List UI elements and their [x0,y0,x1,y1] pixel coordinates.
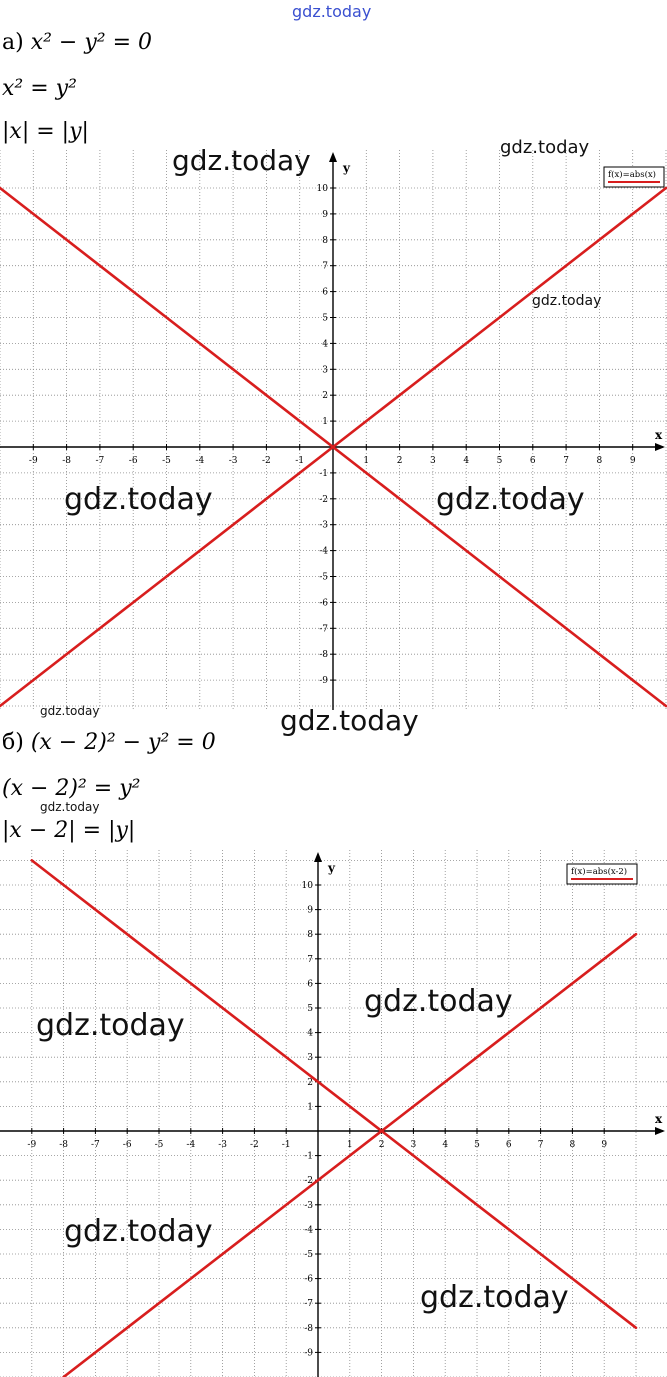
y-tick-label: 4 [322,339,328,350]
x-tick-label: 4 [463,456,470,466]
watermark: gdz.today [36,1008,185,1043]
y-tick-label: -1 [319,468,328,479]
x-tick-label: -7 [95,456,105,466]
part-b-eq1: (x − 2)² − y² = 0 [30,730,216,755]
x-tick-label: 6 [529,456,536,466]
part-a-equation-2 [2,76,77,101]
watermark: gdz.today [500,137,590,158]
y-tick-label: -2 [319,494,328,505]
y-axis-label: y [328,861,335,875]
y-tick-label: 1 [307,1102,313,1113]
y-tick-label: 5 [322,313,328,324]
x-tick-label: 9 [629,456,636,466]
x-axis-arrow [655,443,665,451]
part-b-equation-2 [2,776,140,801]
y-tick-label: -6 [319,598,328,609]
part-b-equation-1 [2,730,216,755]
part-b-eq3: |x − 2| = |y| [2,818,136,843]
part-a-eq1: x² − y² = 0 [30,30,153,55]
x-tick-label: 1 [363,456,370,466]
y-tick-label: 6 [322,287,328,298]
x-tick-label: 7 [537,1140,544,1150]
y-tick-label: 5 [307,1004,313,1014]
x-tick-label: -8 [62,456,71,466]
x-tick-label: -1 [295,456,305,466]
x-tick-label: -8 [59,1140,68,1150]
x-tick-label: 7 [563,456,569,466]
y-tick-label: 8 [307,930,313,941]
watermark: gdz.today [40,704,100,718]
x-tick-label: 2 [396,456,403,466]
y-tick-label: 6 [307,979,313,990]
y-axis-arrow [329,152,337,162]
y-tick-label: 2 [307,1077,313,1088]
watermark: gdz.today [280,704,419,737]
x-tick-label: -9 [27,1140,37,1150]
x-tick-label: 4 [442,1140,449,1150]
x-tick-label: 8 [596,456,603,466]
x-tick-label: -9 [28,456,38,466]
x-tick-label: -6 [122,1140,132,1150]
x-tick-label: -5 [154,1140,164,1150]
watermark: gdz.today [64,482,213,517]
x-tick-label: -2 [250,1140,259,1150]
y-tick-label: -9 [304,1348,313,1359]
part-a-equation-1 [2,30,152,55]
y-tick-label: -3 [304,1200,313,1211]
part-a-label: а) [2,30,24,55]
x-tick-label: -4 [186,1140,196,1150]
watermark: gdz.today [420,1280,569,1315]
part-b-equation-3 [2,818,135,843]
watermark: gdz.today [64,1214,213,1249]
x-tick-label: 1 [346,1140,353,1150]
y-axis-label: y [343,161,350,175]
y-tick-label: 1 [322,417,328,428]
x-tick-label: 8 [569,1140,576,1150]
part-b-eq2: (x − 2)² = y² [2,776,141,801]
chart-a [0,150,667,710]
watermark: gdz.today [436,482,585,517]
x-tick-label: -6 [128,456,138,466]
x-tick-label: -1 [281,1140,291,1150]
part-a-eq2: x² = y² [2,76,77,101]
watermark: gdz.today [40,800,100,814]
y-tick-label: -4 [304,1225,313,1236]
y-tick-label: 3 [322,365,328,376]
y-tick-label: -3 [319,520,328,531]
x-axis-arrow [655,1127,665,1135]
x-axis-label: x [655,428,663,442]
legend-label: f(x)=abs(x-2) [571,867,628,877]
x-tick-label: 2 [378,1140,385,1150]
y-tick-label: -8 [319,650,328,661]
watermark-top: gdz.today [292,2,372,21]
y-tick-label: 10 [301,881,313,891]
y-axis-arrow [314,852,322,862]
y-tick-label: -9 [319,676,328,687]
legend-label: f(x)=abs(x) [608,170,656,180]
y-tick-label: 9 [307,905,313,916]
part-a-equation-3 [2,119,89,144]
x-axis-label: x [655,1112,663,1126]
y-tick-label: 4 [307,1028,313,1039]
y-tick-label: 8 [322,235,328,246]
y-tick-label: -8 [304,1323,313,1334]
part-b-label: б) [2,730,24,755]
x-tick-label: 6 [505,1140,512,1150]
watermark: gdz.today [532,293,602,309]
series-line [32,860,636,1327]
x-tick-label: -3 [228,456,238,466]
watermark: gdz.today [172,144,311,177]
x-tick-label: -2 [262,456,271,466]
x-tick-label: 3 [430,456,436,466]
y-tick-label: 7 [322,261,328,272]
x-tick-label: 5 [496,456,503,466]
x-tick-label: -4 [195,456,205,466]
x-tick-label: -7 [91,1140,100,1150]
y-tick-label: 9 [322,209,328,220]
y-tick-label: 10 [316,184,328,194]
y-tick-label: -7 [319,624,328,635]
y-tick-label: -4 [319,546,328,557]
y-tick-label: -2 [304,1176,313,1187]
y-tick-label: -1 [304,1151,313,1162]
y-tick-label: 7 [307,954,313,965]
y-tick-label: 3 [307,1053,313,1064]
watermark: gdz.today [364,984,513,1019]
y-tick-label: -6 [304,1274,313,1285]
y-tick-label: -5 [319,572,328,583]
y-tick-label: 2 [322,391,328,402]
x-tick-label: 9 [601,1140,608,1150]
x-tick-label: 3 [410,1140,417,1150]
x-tick-label: -3 [218,1140,227,1150]
x-tick-label: 5 [474,1140,480,1150]
y-tick-label: -7 [304,1299,313,1310]
x-tick-label: -5 [162,456,171,466]
part-a-eq3: |x| = |y| [2,119,89,144]
y-tick-label: -5 [304,1250,313,1260]
